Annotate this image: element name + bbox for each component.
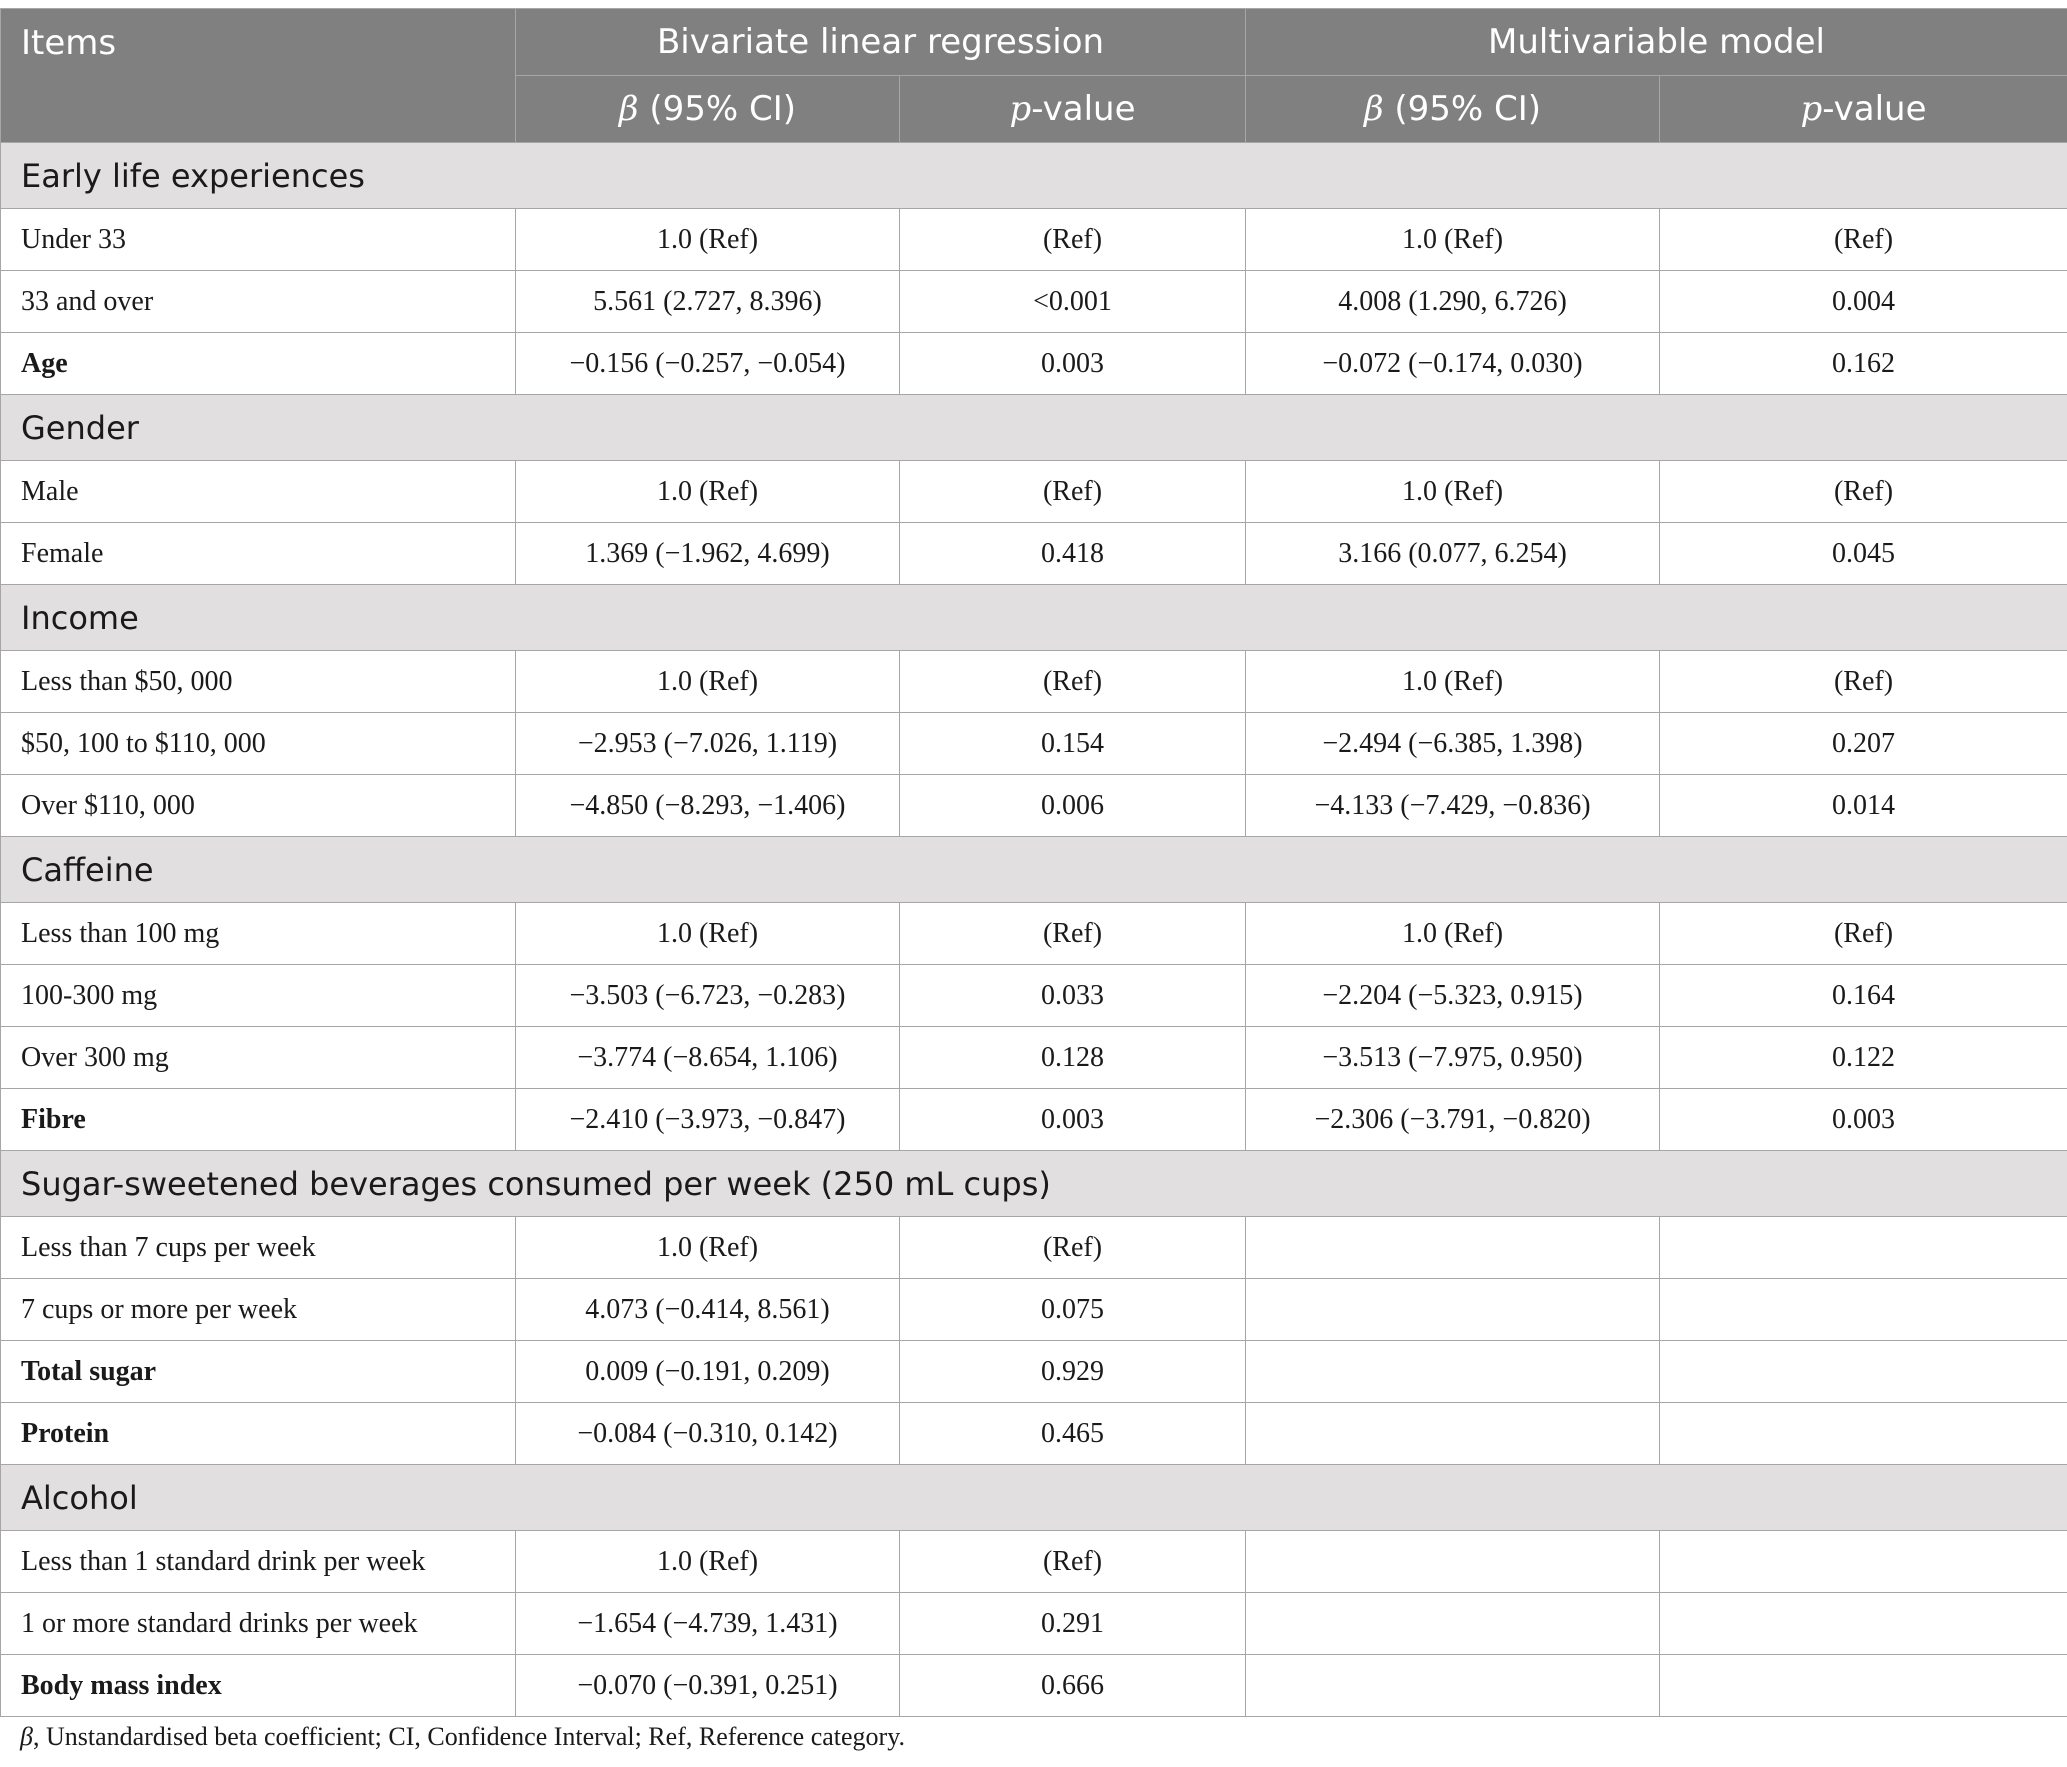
bivariate-beta-cell: 1.0 (Ref) (516, 1217, 900, 1279)
row-label: 33 and over (1, 271, 516, 333)
section-row (1, 837, 2067, 903)
multivariable-beta-cell: 1.0 (Ref) (1246, 651, 1660, 713)
bivariate-beta-cell: 5.561 (2.727, 8.396) (516, 271, 900, 333)
table-row (1, 271, 2067, 333)
items-column-header: Items (1, 9, 516, 143)
table-row (1, 1341, 2067, 1403)
bivariate-beta-cell: −0.070 (−0.391, 0.251) (516, 1655, 900, 1717)
multivariable-p-cell: 0.003 (1660, 1089, 2067, 1151)
bivariate-beta-header: β (95% CI) (516, 76, 900, 143)
row-label: $50, 100 to $110, 000 (1, 713, 516, 775)
bivariate-p-cell: 0.666 (900, 1655, 1246, 1717)
multivariable-beta-cell: −2.204 (−5.323, 0.915) (1246, 965, 1660, 1027)
bivariate-beta-cell: 4.073 (−0.414, 8.561) (516, 1279, 900, 1341)
multivariable-p-header: p-value (1660, 76, 2067, 143)
multivariable-p-cell: 0.207 (1660, 713, 2067, 775)
row-label: Under 33 (1, 209, 516, 271)
section-label: Alcohol (1, 1465, 2067, 1531)
multivariable-beta-cell: −3.513 (−7.975, 0.950) (1246, 1027, 1660, 1089)
bivariate-p-cell: 0.154 (900, 713, 1246, 775)
table-row (1, 461, 2067, 523)
bivariate-p-cell: (Ref) (900, 1217, 1246, 1279)
multivariable-beta-cell: −2.494 (−6.385, 1.398) (1246, 713, 1660, 775)
multivariable-beta-cell (1246, 1655, 1660, 1717)
multivariable-p-cell: (Ref) (1660, 651, 2067, 713)
section-label: Early life experiences (1, 143, 2067, 209)
regression-table-container (0, 8, 2067, 1717)
multivariable-beta-cell (1246, 1341, 1660, 1403)
row-label: 1 or more standard drinks per week (1, 1593, 516, 1655)
bivariate-p-cell: 0.006 (900, 775, 1246, 837)
row-label: Total sugar (1, 1341, 516, 1403)
section-label: Sugar-sweetened beverages consumed per week (250 mL cups) (1, 1151, 2067, 1217)
multivariable-beta-cell: −0.072 (−0.174, 0.030) (1246, 333, 1660, 395)
bivariate-beta-cell: 0.009 (−0.191, 0.209) (516, 1341, 900, 1403)
bivariate-p-cell: 0.003 (900, 333, 1246, 395)
bivariate-p-cell: 0.291 (900, 1593, 1246, 1655)
table-row (1, 1279, 2067, 1341)
multivariable-p-cell (1660, 1593, 2067, 1655)
bivariate-beta-cell: −3.503 (−6.723, −0.283) (516, 965, 900, 1027)
multivariable-beta-cell (1246, 1531, 1660, 1593)
table-row (1, 333, 2067, 395)
multivariable-beta-cell: −2.306 (−3.791, −0.820) (1246, 1089, 1660, 1151)
table-footnote: β, Unstandardised beta coefficient; CI, Confidence Interval; Ref, Reference category. (20, 1722, 906, 1751)
bivariate-beta-cell: −0.156 (−0.257, −0.054) (516, 333, 900, 395)
row-label: Less than 7 cups per week (1, 1217, 516, 1279)
table-row (1, 713, 2067, 775)
multivariable-p-cell: 0.014 (1660, 775, 2067, 837)
bivariate-beta-cell: −3.774 (−8.654, 1.106) (516, 1027, 900, 1089)
table-row (1, 1593, 2067, 1655)
bivariate-beta-cell: −1.654 (−4.739, 1.431) (516, 1593, 900, 1655)
row-label: Protein (1, 1403, 516, 1465)
multivariable-p-cell: 0.122 (1660, 1027, 2067, 1089)
multivariable-p-cell: (Ref) (1660, 903, 2067, 965)
table-row (1, 903, 2067, 965)
row-label: Over 300 mg (1, 1027, 516, 1089)
bivariate-p-cell: (Ref) (900, 903, 1246, 965)
bivariate-p-cell: 0.033 (900, 965, 1246, 1027)
table-row (1, 1531, 2067, 1593)
multivariable-beta-cell (1246, 1279, 1660, 1341)
multivariable-p-cell: 0.164 (1660, 965, 2067, 1027)
table-row (1, 651, 2067, 713)
multivariable-group-header: Multivariable model (1246, 9, 2067, 76)
multivariable-p-cell (1660, 1217, 2067, 1279)
section-row (1, 1465, 2067, 1531)
multivariable-beta-cell: 1.0 (Ref) (1246, 461, 1660, 523)
multivariable-p-cell (1660, 1531, 2067, 1593)
row-label: 100-300 mg (1, 965, 516, 1027)
row-label: Less than 100 mg (1, 903, 516, 965)
table-row (1, 965, 2067, 1027)
multivariable-p-cell: 0.162 (1660, 333, 2067, 395)
multivariable-beta-cell: 1.0 (Ref) (1246, 209, 1660, 271)
bivariate-p-cell: (Ref) (900, 461, 1246, 523)
row-label: Age (1, 333, 516, 395)
table-body (1, 143, 2067, 1717)
bivariate-p-header: p-value (900, 76, 1246, 143)
bivariate-beta-cell: −2.953 (−7.026, 1.119) (516, 713, 900, 775)
multivariable-beta-cell: 3.166 (0.077, 6.254) (1246, 523, 1660, 585)
multivariable-beta-cell (1246, 1217, 1660, 1279)
row-label: Less than $50, 000 (1, 651, 516, 713)
row-label: Male (1, 461, 516, 523)
bivariate-p-cell: <0.001 (900, 271, 1246, 333)
section-row (1, 143, 2067, 209)
section-row (1, 395, 2067, 461)
row-label: 7 cups or more per week (1, 1279, 516, 1341)
bivariate-p-cell: 0.465 (900, 1403, 1246, 1465)
bivariate-p-cell: (Ref) (900, 1531, 1246, 1593)
multivariable-p-cell (1660, 1341, 2067, 1403)
bivariate-p-cell: (Ref) (900, 209, 1246, 271)
table-row (1, 209, 2067, 271)
bivariate-beta-cell: −0.084 (−0.310, 0.142) (516, 1403, 900, 1465)
row-label: Body mass index (1, 1655, 516, 1717)
row-label: Less than 1 standard drink per week (1, 1531, 516, 1593)
section-row (1, 1151, 2067, 1217)
table-row (1, 775, 2067, 837)
multivariable-p-cell: (Ref) (1660, 461, 2067, 523)
regression-table (0, 8, 2067, 1717)
bivariate-beta-cell: 1.0 (Ref) (516, 903, 900, 965)
multivariable-p-cell (1660, 1655, 2067, 1717)
bivariate-beta-cell: −2.410 (−3.973, −0.847) (516, 1089, 900, 1151)
row-label: Over $110, 000 (1, 775, 516, 837)
multivariable-beta-cell (1246, 1593, 1660, 1655)
bivariate-p-cell: 0.128 (900, 1027, 1246, 1089)
table-row (1, 1027, 2067, 1089)
multivariable-p-cell (1660, 1279, 2067, 1341)
section-label: Income (1, 585, 2067, 651)
bivariate-beta-cell: 1.0 (Ref) (516, 209, 900, 271)
section-label: Caffeine (1, 837, 2067, 903)
table-header (1, 9, 2067, 143)
multivariable-p-cell: (Ref) (1660, 209, 2067, 271)
multivariable-beta-cell: 1.0 (Ref) (1246, 903, 1660, 965)
bivariate-beta-cell: 1.0 (Ref) (516, 651, 900, 713)
bivariate-beta-cell: 1.0 (Ref) (516, 1531, 900, 1593)
table-row (1, 1217, 2067, 1279)
multivariable-p-cell: 0.045 (1660, 523, 2067, 585)
bivariate-group-header: Bivariate linear regression (516, 9, 1246, 76)
bivariate-beta-cell: −4.850 (−8.293, −1.406) (516, 775, 900, 837)
table-row (1, 1655, 2067, 1717)
bivariate-p-cell: 0.003 (900, 1089, 1246, 1151)
section-row (1, 585, 2067, 651)
bivariate-p-cell: 0.418 (900, 523, 1246, 585)
table-row (1, 1089, 2067, 1151)
multivariable-beta-cell: 4.008 (1.290, 6.726) (1246, 271, 1660, 333)
multivariable-p-cell (1660, 1403, 2067, 1465)
multivariable-beta-header: β (95% CI) (1246, 76, 1660, 143)
bivariate-beta-cell: 1.0 (Ref) (516, 461, 900, 523)
row-label: Female (1, 523, 516, 585)
row-label: Fibre (1, 1089, 516, 1151)
bivariate-p-cell: (Ref) (900, 651, 1246, 713)
table-row (1, 523, 2067, 585)
multivariable-p-cell: 0.004 (1660, 271, 2067, 333)
section-label: Gender (1, 395, 2067, 461)
table-row (1, 1403, 2067, 1465)
bivariate-p-cell: 0.075 (900, 1279, 1246, 1341)
bivariate-beta-cell: 1.369 (−1.962, 4.699) (516, 523, 900, 585)
bivariate-p-cell: 0.929 (900, 1341, 1246, 1403)
multivariable-beta-cell: −4.133 (−7.429, −0.836) (1246, 775, 1660, 837)
multivariable-beta-cell (1246, 1403, 1660, 1465)
